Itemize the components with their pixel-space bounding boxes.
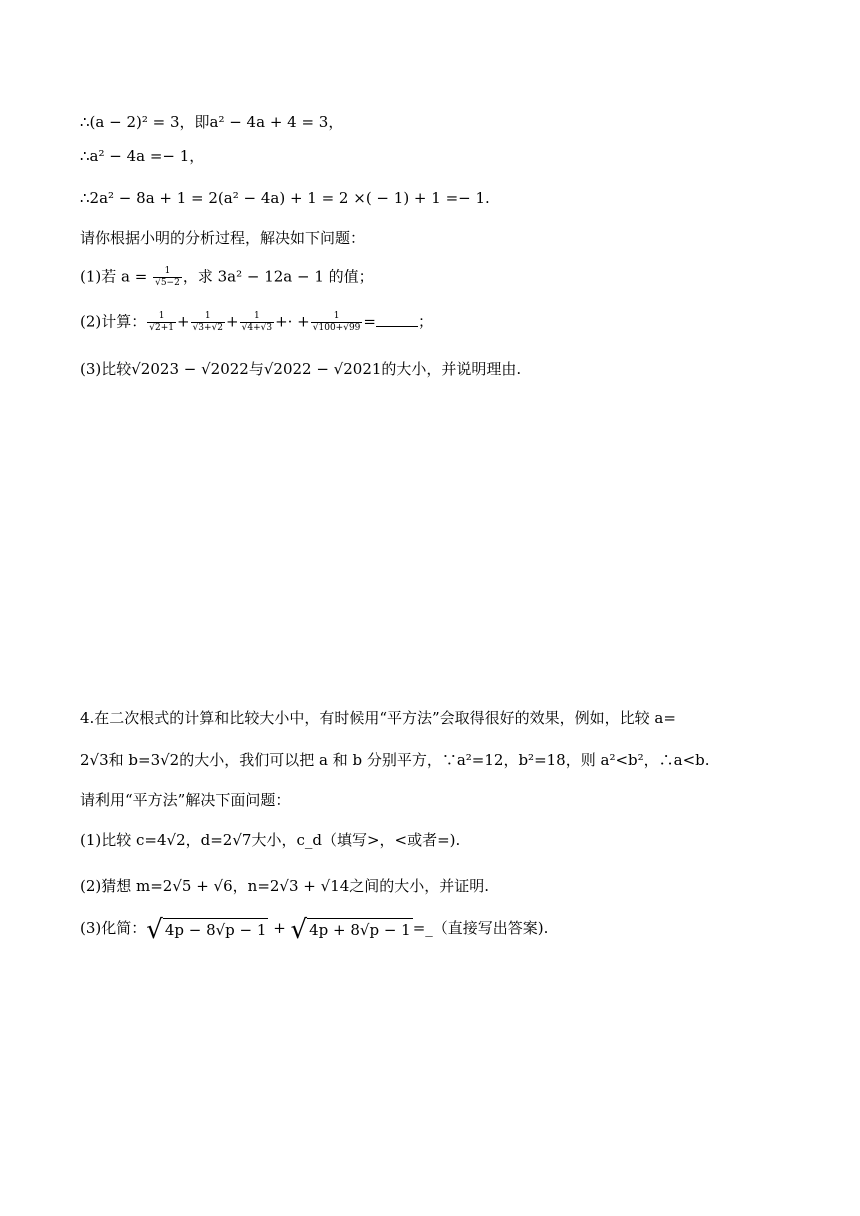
instruction-1	[80, 228, 365, 248]
question-1-2: (2)计算： $\frac{1}{√2+1}$ + $\frac{1}{√3+√2}$ + $\frac{1}{√4+√3}$ +· + $\frac{1}{√100+√99}$ = ；	[80, 311, 434, 333]
derivation-line-2	[80, 146, 204, 166]
intro-text-2: 2√3和 b=3√2的大小，我们可以把 a 和 b 分别平方，∵a²=12，b²=18，则 a²<b²，∴a<b.	[80, 751, 710, 769]
fraction-denominator: √5−2	[155, 278, 180, 288]
radical-1: √ 4p − 8√p − 1	[146, 914, 267, 945]
fraction-numerator: 1	[253, 311, 260, 321]
q1-2-prefix: (2)计算：	[80, 312, 147, 331]
q1-3-prefix: (3)比较	[80, 360, 132, 378]
instruction-2	[80, 790, 290, 810]
q1-1-eq: a =	[121, 267, 153, 286]
fraction-term-1	[147, 311, 176, 334]
fraction-term-3	[240, 311, 274, 334]
ellipsis-plus: +· +	[275, 312, 310, 331]
question-1-1	[80, 266, 374, 289]
radical-2: √ 4p + 8√p − 1	[290, 914, 411, 945]
fraction-numerator: 1	[164, 266, 171, 276]
problem-4-intro-1	[80, 708, 676, 728]
fraction-numerator: 1	[333, 311, 340, 321]
derivation-text-2: ∴a² − 4a =− 1，	[80, 147, 205, 165]
question-2-2	[80, 876, 489, 896]
derivation-line-3	[80, 188, 490, 208]
fraction	[153, 266, 182, 289]
q2-1-text: (1)比较 c=4√2，d=2√7大小，c_d（填写>，<或者=).	[80, 831, 461, 849]
intro-text-1: 4.在二次根式的计算和比较大小中，有时候用“平方法”会取得很好的效果，例如，比较 a=	[80, 709, 676, 727]
derivation-text-1: ∴(a − 2)² = 3，即a² − 4a + 4 = 3，	[80, 113, 344, 131]
q1-3-mid: 与	[248, 360, 264, 378]
fraction-numerator: 1	[158, 311, 165, 321]
q2-2-text: (2)猜想 m=2√5 + √6，n=2√3 + √14之间的大小，并证明.	[80, 877, 490, 895]
question-1-3	[80, 359, 521, 379]
radicand-2: 4p + 8√p − 1	[307, 918, 413, 939]
fraction-denominator: √100+√99	[312, 323, 361, 333]
derivation-text-3: ∴2a² − 8a + 1 = 2(a² − 4a) + 1 = 2 ×( − 1) + 1 =− 1.	[80, 189, 490, 207]
q1-2-suffix: ；	[418, 312, 434, 331]
fraction-term-2	[191, 311, 225, 334]
answer-blank	[376, 312, 418, 327]
q1-1-prefix: (1)若	[80, 267, 122, 286]
question-2-3	[80, 914, 549, 945]
derivation-line-1	[80, 112, 343, 132]
q2-3-suffix: =_（直接写出答案).	[412, 919, 549, 937]
instruction-text-2: 请利用“平方法”解决下面问题：	[80, 791, 291, 809]
fraction-denominator: √2+1	[149, 323, 174, 333]
plus-sign: +	[268, 919, 291, 937]
q1-1-suffix: ，求 3a² − 12a − 1 的值；	[182, 267, 374, 286]
fraction-numerator: 1	[204, 311, 211, 321]
q2-3-prefix: (3)化简：	[80, 919, 147, 937]
fraction-denominator: √4+√3	[241, 323, 273, 333]
question-2-1	[80, 830, 460, 850]
problem-4-intro-2	[80, 750, 710, 770]
fraction-term-4	[311, 311, 363, 334]
expression-2: √2022 − √2021	[263, 360, 382, 378]
q1-3-suffix: 的大小，并说明理由.	[381, 360, 522, 378]
fraction-denominator: √3+√2	[192, 323, 224, 333]
expression-1: √2023 − √2022	[131, 360, 249, 378]
instruction-text-1: 请你根据小明的分析过程，解决如下问题：	[80, 229, 366, 247]
radicand-1: 4p − 8√p − 1	[163, 918, 269, 939]
